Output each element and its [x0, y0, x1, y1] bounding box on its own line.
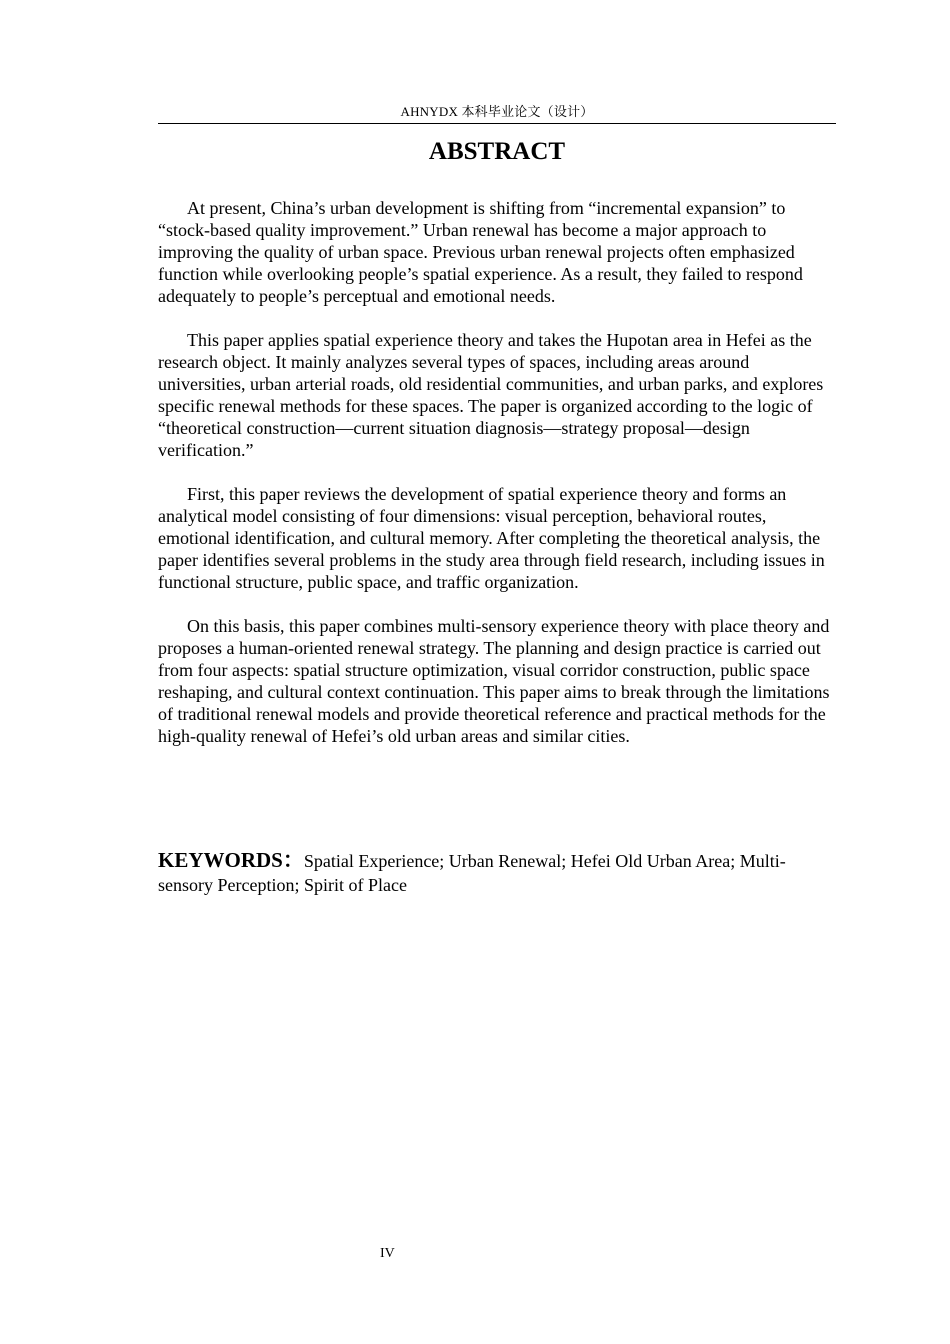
keywords-block [158, 848, 836, 897]
page-number: IV [380, 1246, 395, 1261]
abstract-paragraph-3: First, this paper reviews the development of spatial experience theory and forms an analytical model consisting of four dimensions: visual perception, behavioral routes, emotional identification, and cultural memory. After completing the theoretical analysis, the paper identifies several problems in the study area through field research, including issues in functional structure, public space, and traffic organization. [158, 484, 825, 592]
keywords-text: Spatial Experience; Urban Renewal; Hefei Old Urban Area; Multi-sensory Perception; Spirit of Place [158, 851, 786, 895]
keywords-label: KEYWORDS： [158, 848, 304, 872]
abstract-paragraph-1: At present, China’s urban development is shifting from “incremental expansion” to “stock-based quality improvement.” Urban renewal has become a major approach to improving the quality of urban space. Previous urban renewal projects often emphasized function while overlooking people’s spatial experience. As a result, they failed to respond adequately to people’s perceptual and emotional needs. [158, 198, 803, 306]
abstract-paragraph-4: On this basis, this paper combines multi-sensory experience theory with place theory and proposes a human-oriented renewal strategy. The planning and design practice is carried out from four aspects: spatial structure optimization, visual corridor construction, public space reshaping, and cultural context continuation. This paper aims to break through the limitations of traditional renewal models and provide theoretical reference and practical methods for the high-quality renewal of Hefei’s old urban areas and similar cities. [158, 616, 830, 746]
abstract-title: ABSTRACT [428, 138, 566, 165]
abstract-paragraph-2: This paper applies spatial experience theory and takes the Hupotan area in Hefei as the research object. It mainly analyzes several types of spaces, including areas around universities, urban arterial roads, old residential communities, and urban parks, and explores specific renewal methods for these spaces. The paper is organized according to the logic of “theoretical construction—current situation diagnosis—strategy proposal—design verification.” [158, 330, 824, 460]
running-header: AHNYDX 本科毕业论文（设计） [400, 104, 594, 119]
header-rule [158, 123, 836, 124]
abstract-body [158, 197, 836, 769]
